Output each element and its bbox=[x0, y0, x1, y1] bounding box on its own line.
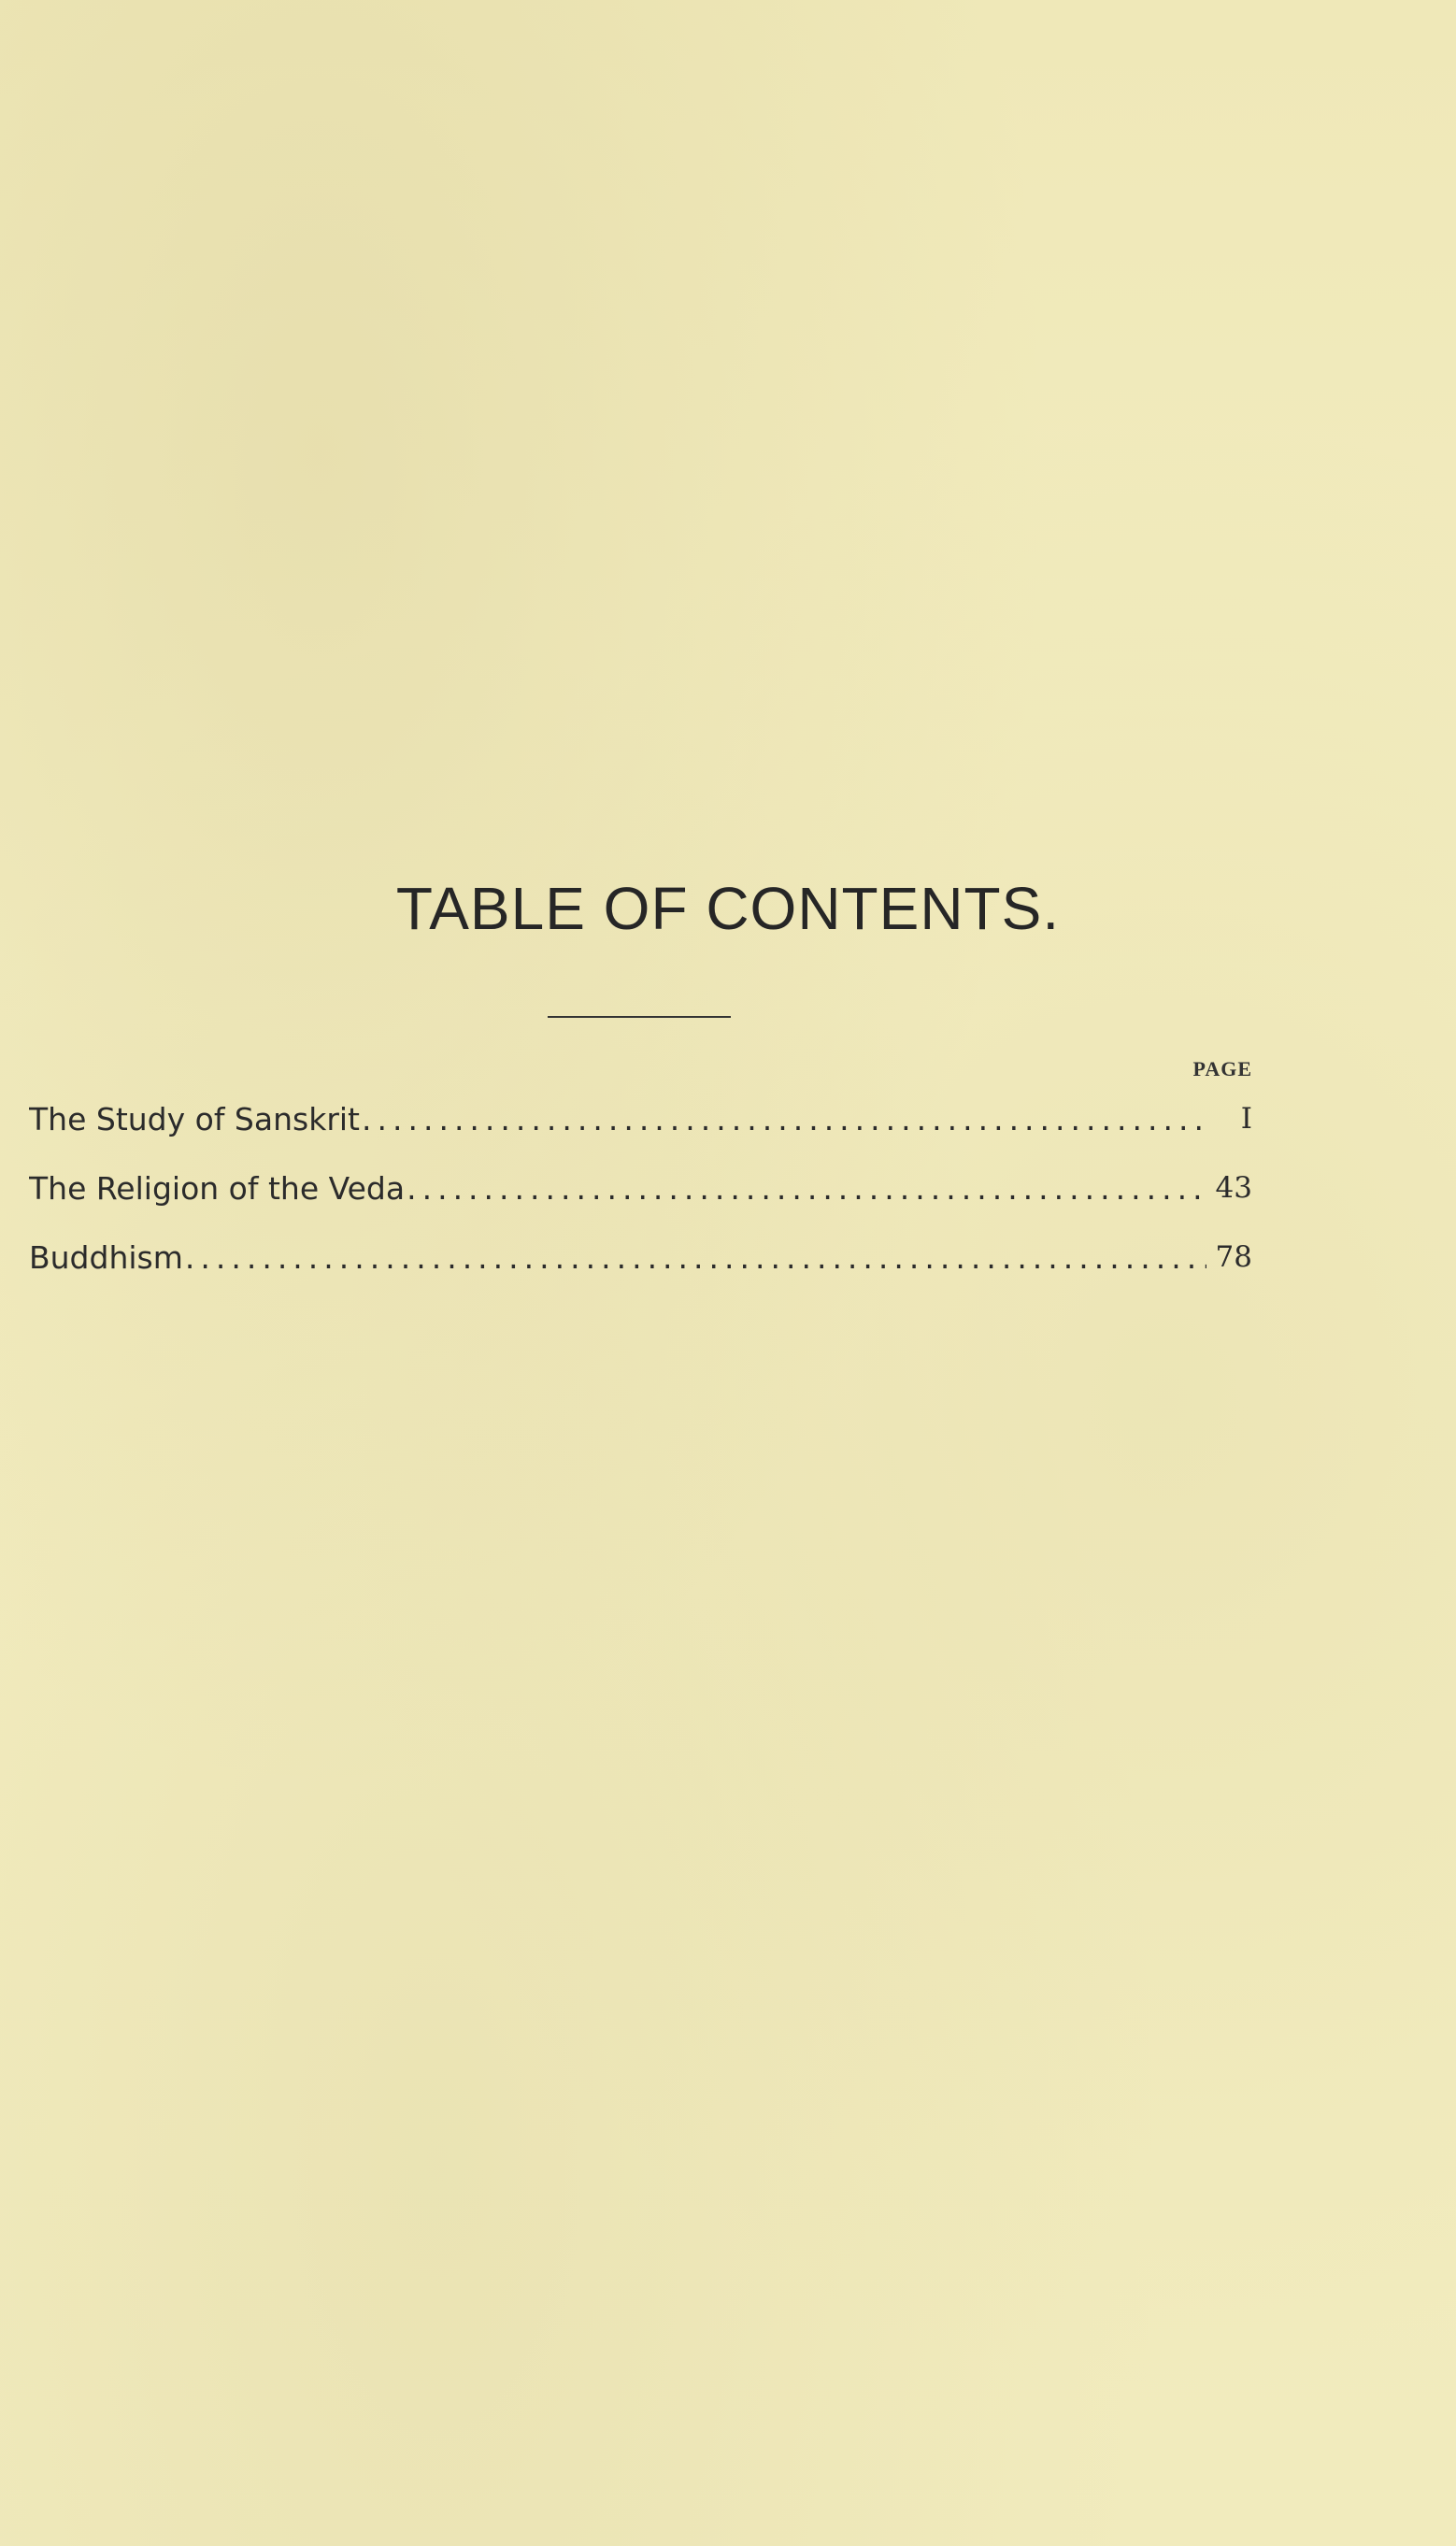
dot-leader bbox=[407, 1170, 1206, 1207]
toc-entry bbox=[29, 1084, 1252, 1153]
toc-entry bbox=[29, 1223, 1252, 1292]
dot-leader bbox=[362, 1101, 1209, 1137]
toc-entry-page: 78 bbox=[1215, 1240, 1252, 1274]
toc-entry bbox=[29, 1153, 1252, 1223]
toc-entry-title: Buddhism bbox=[29, 1238, 183, 1276]
toc-entry-page: I bbox=[1240, 1102, 1252, 1136]
page-column-header: PAGE bbox=[1192, 1057, 1252, 1080]
dot-leader bbox=[185, 1239, 1206, 1276]
toc-entry-title: The Religion of the Veda bbox=[29, 1169, 406, 1207]
page-title: TABLE OF CONTENTS. bbox=[395, 875, 1061, 942]
toc-entry-title: The Study of Sanskrit bbox=[29, 1100, 360, 1137]
title-rule bbox=[548, 1016, 731, 1018]
toc-list bbox=[29, 1084, 1252, 1292]
toc-entry-page: 43 bbox=[1215, 1171, 1252, 1205]
